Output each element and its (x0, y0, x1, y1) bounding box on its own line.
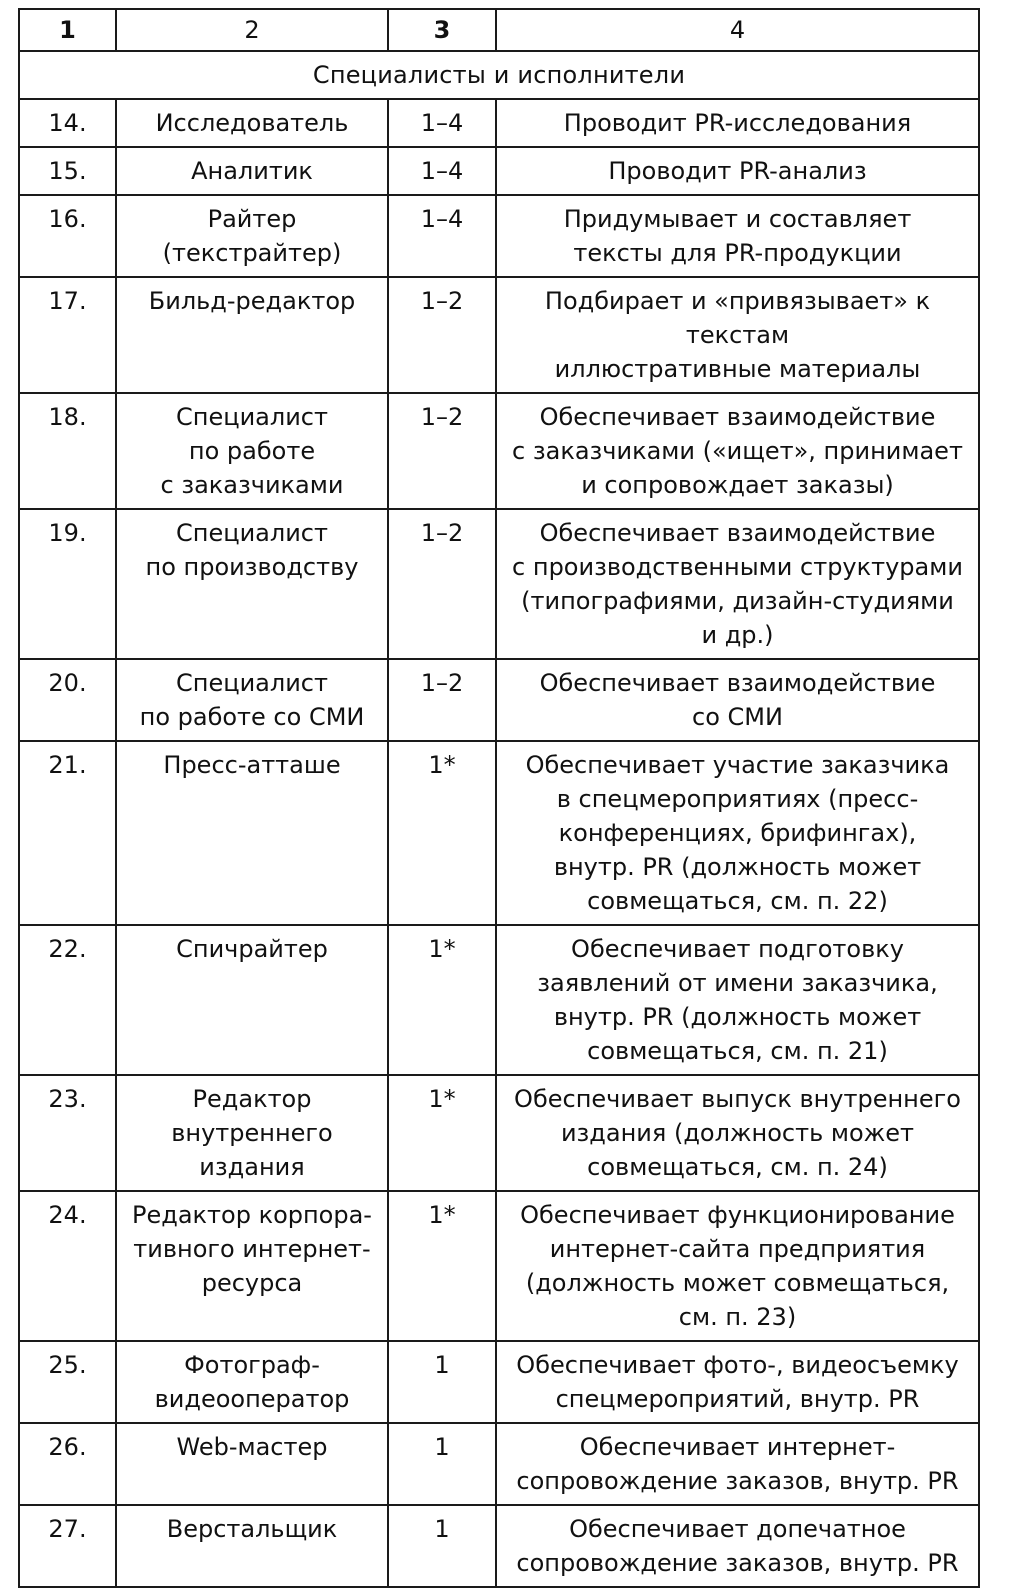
table-row (19, 393, 979, 509)
row-number: 24. (19, 1191, 116, 1341)
row-number: 20. (19, 659, 116, 741)
row-title: Web-мастер (116, 1423, 388, 1505)
row-description: Обеспечивает допечатное сопровождение заказов, внутр. PR (496, 1505, 979, 1587)
row-number: 21. (19, 741, 116, 925)
row-description: Обеспечивает выпуск внутреннего издания (должность может совмещаться, см. п. 24) (496, 1075, 979, 1191)
row-number: 22. (19, 925, 116, 1075)
row-level: 1* (388, 741, 496, 925)
row-number: 27. (19, 1505, 116, 1587)
row-description: Обеспечивает взаимодействие с производственными структурами (типографиями, дизайн-студиями и др.) (496, 509, 979, 659)
table-row (19, 1423, 979, 1505)
section-row (19, 51, 979, 99)
row-description: Подбирает и «привязывает» к текстам иллюстративные материалы (496, 277, 979, 393)
row-level: 1–4 (388, 99, 496, 147)
row-title: Специалист по работе со СМИ (116, 659, 388, 741)
header-col-1: 1 (19, 9, 116, 51)
row-level: 1* (388, 1191, 496, 1341)
row-number: 23. (19, 1075, 116, 1191)
row-number: 19. (19, 509, 116, 659)
row-title: Специалист по производству (116, 509, 388, 659)
row-title: Спичрайтер (116, 925, 388, 1075)
header-col-4: 4 (496, 9, 979, 51)
row-title: Фотограф- видеооператор (116, 1341, 388, 1423)
row-level: 1 (388, 1423, 496, 1505)
row-description: Обеспечивает подготовку заявлений от имени заказчика, внутр. PR (должность может совмещаться, см. п. 21) (496, 925, 979, 1075)
header-col-2: 2 (116, 9, 388, 51)
table-row (19, 741, 979, 925)
header-row (19, 9, 979, 51)
row-level: 1–2 (388, 277, 496, 393)
row-title: Редактор внутреннего издания (116, 1075, 388, 1191)
row-description: Обеспечивает участие заказчика в спецмероприятиях (пресс- конференциях, брифингах), внутр. PR (должность может совмещаться, см. п. 22) (496, 741, 979, 925)
row-description: Проводит PR-анализ (496, 147, 979, 195)
table-row (19, 1191, 979, 1341)
row-level: 1–2 (388, 509, 496, 659)
row-number: 17. (19, 277, 116, 393)
table-row (19, 277, 979, 393)
table-row (19, 1505, 979, 1587)
row-level: 1–2 (388, 659, 496, 741)
row-title: Редактор корпора- тивного интернет- ресурса (116, 1191, 388, 1341)
row-description: Обеспечивает взаимодействие со СМИ (496, 659, 979, 741)
row-level: 1* (388, 925, 496, 1075)
specialists-table (18, 8, 980, 1588)
row-number: 18. (19, 393, 116, 509)
row-level: 1 (388, 1341, 496, 1423)
row-level: 1–4 (388, 147, 496, 195)
row-title: Исследователь (116, 99, 388, 147)
row-description: Обеспечивает взаимодействие с заказчиками («ищет», принимает и сопровождает заказы) (496, 393, 979, 509)
table-row (19, 195, 979, 277)
row-number: 14. (19, 99, 116, 147)
table-row (19, 659, 979, 741)
table-row (19, 925, 979, 1075)
table-row (19, 99, 979, 147)
row-description: Обеспечивает функционирование интернет-сайта предприятия (должность может совмещаться, см. п. 23) (496, 1191, 979, 1341)
row-title: Бильд-редактор (116, 277, 388, 393)
row-number: 25. (19, 1341, 116, 1423)
row-level: 1 (388, 1505, 496, 1587)
row-title: Верстальщик (116, 1505, 388, 1587)
row-number: 16. (19, 195, 116, 277)
row-level: 1–2 (388, 393, 496, 509)
row-level: 1–4 (388, 195, 496, 277)
row-level: 1* (388, 1075, 496, 1191)
row-number: 15. (19, 147, 116, 195)
row-title: Аналитик (116, 147, 388, 195)
row-description: Обеспечивает фото-, видеосъемку спецмероприятий, внутр. PR (496, 1341, 979, 1423)
row-description: Обеспечивает интернет- сопровождение заказов, внутр. PR (496, 1423, 979, 1505)
section-title: Специалисты и исполнители (19, 51, 979, 99)
row-description: Проводит PR-исследования (496, 99, 979, 147)
table-row (19, 509, 979, 659)
table-body (19, 51, 979, 1587)
row-title: Специалист по работе с заказчиками (116, 393, 388, 509)
row-number: 26. (19, 1423, 116, 1505)
table-row (19, 1075, 979, 1191)
table-row (19, 1341, 979, 1423)
header-col-3: 3 (388, 9, 496, 51)
row-title: Райтер (текстрайтер) (116, 195, 388, 277)
row-description: Придумывает и составляет тексты для PR-продукции (496, 195, 979, 277)
table-row (19, 147, 979, 195)
row-title: Пресс-атташе (116, 741, 388, 925)
